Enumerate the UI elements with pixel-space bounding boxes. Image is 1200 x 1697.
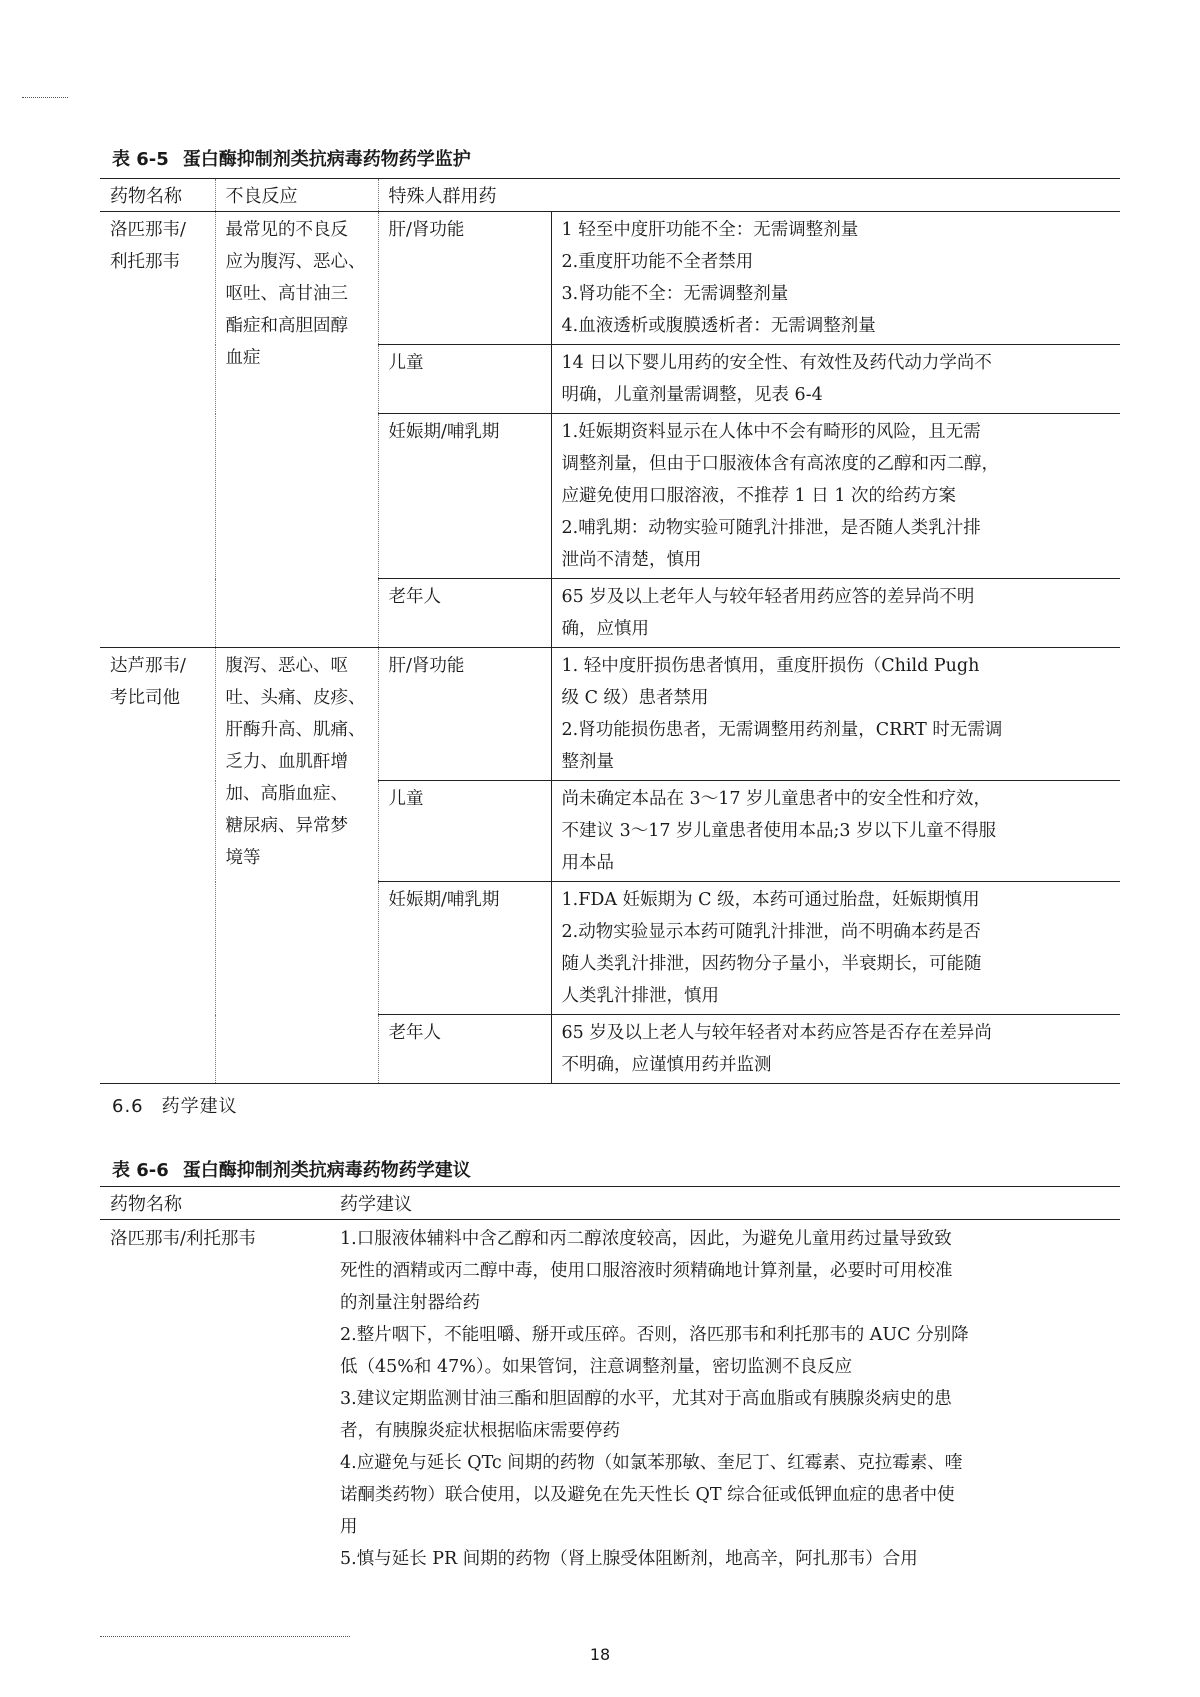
advice-cell bbox=[330, 1220, 1120, 1579]
table-header-row bbox=[100, 179, 1120, 212]
drug-name-cell: 洛匹那韦/利托那韦 bbox=[110, 1229, 256, 1249]
adverse-reaction-line: 肝酶升高、肌痛、 bbox=[225, 720, 366, 740]
table-row bbox=[100, 212, 1120, 345]
note-line: 1 轻至中度肝功能不全：无需调整剂量 bbox=[561, 220, 859, 240]
note-line: 2.哺乳期：动物实验可随乳汁排泄，是否随人类乳汁排 bbox=[561, 518, 981, 538]
note-line: 泄尚不清楚，慎用 bbox=[561, 550, 702, 570]
drug-name-cell bbox=[100, 212, 215, 648]
population-cell: 妊娠期/哺乳期 bbox=[378, 882, 551, 1015]
advice-line: 5.慎与延长 PR 间期的药物（肾上腺受体阻断剂，地高辛，阿扎那韦）合用 bbox=[340, 1549, 918, 1569]
section-number: 6.6 bbox=[112, 1096, 144, 1117]
note-line: 65 岁及以上老人与较年轻者对本药应答是否存在差异尚 bbox=[561, 1023, 992, 1043]
advice-line: 死性的酒精或丙二醇中毒，使用口服溶液时须精确地计算剂量，必要时可用校准 bbox=[340, 1261, 953, 1281]
note-line: 不明确，应谨慎用药并监测 bbox=[561, 1055, 772, 1075]
adverse-reaction-line: 吐、头痛、皮疹、 bbox=[225, 688, 366, 708]
advice-line: 低（45%和 47%）。如果管饲，注意调整剂量，密切监测不良反应 bbox=[340, 1357, 853, 1377]
adverse-reaction-line: 最常见的不良反 bbox=[225, 220, 348, 240]
population-cell: 老年人 bbox=[378, 579, 551, 648]
advice-line: 用 bbox=[340, 1517, 358, 1537]
population-notes-cell bbox=[551, 1015, 1120, 1084]
adverse-reactions-cell bbox=[215, 212, 378, 648]
population-cell: 儿童 bbox=[378, 345, 551, 414]
adverse-reaction-line: 应为腹泻、恶心、 bbox=[225, 252, 366, 272]
page-number: 18 bbox=[589, 1645, 611, 1664]
note-line: 1.FDA 妊娠期为 C 级，本药可通过胎盘，妊娠期慎用 bbox=[561, 890, 980, 910]
footnote-divider bbox=[100, 1636, 350, 1637]
adverse-reactions-cell bbox=[215, 648, 378, 1084]
note-line: 2.肾功能损伤患者，无需调整用药剂量，CRRT 时无需调 bbox=[561, 720, 1003, 740]
table-6-5-caption bbox=[112, 149, 471, 171]
note-line: 人类乳汁排泄，慎用 bbox=[561, 986, 719, 1006]
adverse-reaction-line: 境等 bbox=[225, 848, 261, 868]
note-line: 3.肾功能不全：无需调整剂量 bbox=[561, 284, 789, 304]
section-heading bbox=[112, 1092, 238, 1118]
note-line: 14 日以下婴儿用药的安全性、有效性及药代动力学尚不 bbox=[561, 353, 992, 373]
table-row bbox=[100, 1220, 1120, 1579]
table-6-6-pharmaceutical-advice bbox=[100, 1186, 1120, 1578]
population-notes-cell bbox=[551, 882, 1120, 1015]
adverse-reaction-line: 腹泻、恶心、呕 bbox=[225, 656, 348, 676]
note-line: 1. 轻中度肝损伤患者慎用，重度肝损伤（Child Pugh bbox=[561, 656, 980, 676]
population-notes-cell bbox=[551, 648, 1120, 781]
drug-name-cell bbox=[100, 648, 215, 1084]
population-notes-cell bbox=[551, 579, 1120, 648]
header-adverse-reactions: 不良反应 bbox=[215, 179, 378, 212]
header-advice: 药学建议 bbox=[330, 1187, 1120, 1220]
table-number: 表 6-6 bbox=[112, 1160, 169, 1181]
note-line: 随人类乳汁排泄，因药物分子量小，半衰期长，可能随 bbox=[561, 954, 982, 974]
header-drug-name: 药物名称 bbox=[100, 1187, 330, 1220]
population-cell: 妊娠期/哺乳期 bbox=[378, 414, 551, 579]
header-special-populations: 特殊人群用药 bbox=[378, 179, 1120, 212]
table-6-6-caption bbox=[112, 1160, 471, 1182]
drug-name-line: 考比司他 bbox=[110, 688, 180, 708]
note-line: 不建议 3～17 岁儿童患者使用本品;3 岁以下儿童不得服 bbox=[561, 821, 997, 841]
adverse-reaction-line: 血症 bbox=[225, 348, 261, 368]
note-line: 调整剂量，但由于口服液体含有高浓度的乙醇和丙二醇， bbox=[561, 454, 999, 474]
adverse-reaction-line: 酯症和高胆固醇 bbox=[225, 316, 348, 336]
note-line: 1.妊娠期资料显示在人体中不会有畸形的风险，且无需 bbox=[561, 422, 981, 442]
table-title: 蛋白酶抑制剂类抗病毒药物药学监护 bbox=[182, 149, 471, 170]
adverse-reaction-line: 糖尿病、异常梦 bbox=[225, 816, 348, 836]
population-notes-cell bbox=[551, 212, 1120, 345]
note-line: 65 岁及以上老年人与较年轻者用药应答的差异尚不明 bbox=[561, 587, 975, 607]
population-cell: 儿童 bbox=[378, 781, 551, 882]
table-row bbox=[100, 648, 1120, 781]
note-line: 用本品 bbox=[561, 853, 614, 873]
note-line: 整剂量 bbox=[561, 752, 614, 772]
table-number: 表 6-5 bbox=[112, 149, 169, 170]
table-title: 蛋白酶抑制剂类抗病毒药物药学建议 bbox=[182, 1160, 471, 1181]
note-line: 2.动物实验显示本药可随乳汁排泄，尚不明确本药是否 bbox=[561, 922, 981, 942]
adverse-reaction-line: 乏力、血肌酐增 bbox=[225, 752, 348, 772]
note-line: 明确，儿童剂量需调整，见表 6-4 bbox=[561, 385, 823, 405]
advice-line: 1.口服液体辅料中含乙醇和丙二醇浓度较高，因此，为避免儿童用药过量导致致 bbox=[340, 1229, 952, 1249]
adverse-reaction-line: 呕吐、高甘油三 bbox=[225, 284, 348, 304]
advice-line: 3.建议定期监测甘油三酯和胆固醇的水平，尤其对于高血脂或有胰腺炎病史的患 bbox=[340, 1389, 952, 1409]
advice-line: 诺酮类药物）联合使用，以及避免在先天性长 QT 综合征或低钾血症的患者中使 bbox=[340, 1485, 955, 1505]
population-cell: 肝/肾功能 bbox=[378, 212, 551, 345]
population-cell: 肝/肾功能 bbox=[378, 648, 551, 781]
population-notes-cell bbox=[551, 345, 1120, 414]
population-cell: 老年人 bbox=[378, 1015, 551, 1084]
note-line: 应避免使用口服溶液，不推荐 1 日 1 次的给药方案 bbox=[561, 486, 957, 506]
advice-line: 2.整片咽下，不能咀嚼、掰开或压碎。否则，洛匹那韦和利托那韦的 AUC 分别降 bbox=[340, 1325, 969, 1345]
drug-name-line: 洛匹那韦/ bbox=[110, 220, 186, 240]
table-6-5-pharmaceutical-monitoring bbox=[100, 178, 1120, 1084]
adverse-reaction-line: 加、高脂血症、 bbox=[225, 784, 348, 804]
note-line: 尚未确定本品在 3～17 岁儿童患者中的安全性和疗效， bbox=[561, 789, 992, 809]
population-notes-cell bbox=[551, 781, 1120, 882]
note-line: 级 C 级）患者禁用 bbox=[561, 688, 709, 708]
drug-name-line: 利托那韦 bbox=[110, 252, 180, 272]
note-line: 确，应慎用 bbox=[561, 619, 649, 639]
header-drug-name: 药物名称 bbox=[100, 179, 215, 212]
advice-line: 4.应避免与延长 QTc 间期的药物（如氯苯那敏、奎尼丁、红霉素、克拉霉素、喹 bbox=[340, 1453, 963, 1473]
population-notes-cell bbox=[551, 414, 1120, 579]
header-divider bbox=[22, 97, 68, 98]
section-title: 药学建议 bbox=[161, 1096, 238, 1117]
advice-line: 的剂量注射器给药 bbox=[340, 1293, 480, 1313]
drug-name-line: 达芦那韦/ bbox=[110, 656, 186, 676]
advice-line: 者，有胰腺炎症状根据临床需要停药 bbox=[340, 1421, 620, 1441]
note-line: 2.重度肝功能不全者禁用 bbox=[561, 252, 754, 272]
table-header-row bbox=[100, 1187, 1120, 1220]
note-line: 4.血液透析或腹膜透析者：无需调整剂量 bbox=[561, 316, 876, 336]
